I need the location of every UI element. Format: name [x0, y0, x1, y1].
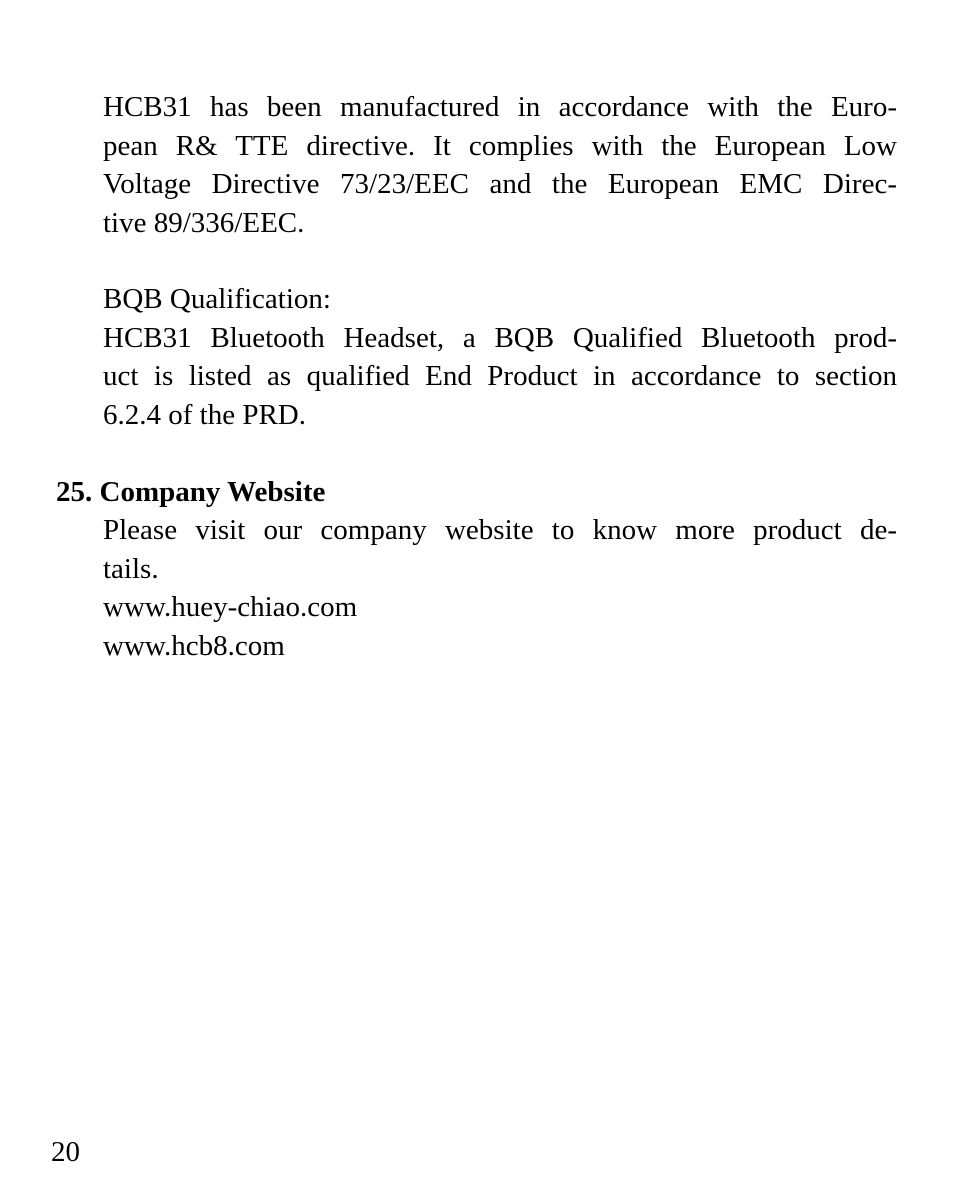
page-number: 20 — [51, 1136, 80, 1168]
website-line-1: Please visit our company website to know more product de- — [103, 514, 897, 546]
compliance-paragraph — [103, 88, 897, 242]
website-link-hcb8[interactable]: www.hcb8.com — [103, 629, 285, 662]
compliance-line-1: HCB31 has been manufactured in accordance with the Euro- — [103, 91, 897, 123]
compliance-line-2: pean R& TTE directive. It complies with the European Low — [103, 129, 897, 162]
bqb-line-2: uct is listed as qualified End Product in accordance to section — [103, 360, 897, 392]
website-line-2: tails. — [103, 552, 159, 585]
section-heading-company-website: 25. Company Website — [56, 476, 326, 508]
compliance-line-3: Voltage Directive 73/23/EEC and the European EMC Direc- — [103, 168, 897, 200]
compliance-line-4: tive 89/336/EEC. — [103, 206, 305, 239]
bqb-line-3: 6.2.4 of the PRD. — [103, 398, 306, 431]
bqb-label: BQB Qualification: — [103, 283, 331, 315]
bqb-line-1: HCB31 Bluetooth Headset, a BQB Qualified Bluetooth prod- — [103, 321, 897, 354]
website-link-huey-chiao[interactable]: www.huey-chiao.com — [103, 591, 358, 623]
website-section — [103, 511, 897, 665]
bqb-section — [103, 280, 897, 434]
